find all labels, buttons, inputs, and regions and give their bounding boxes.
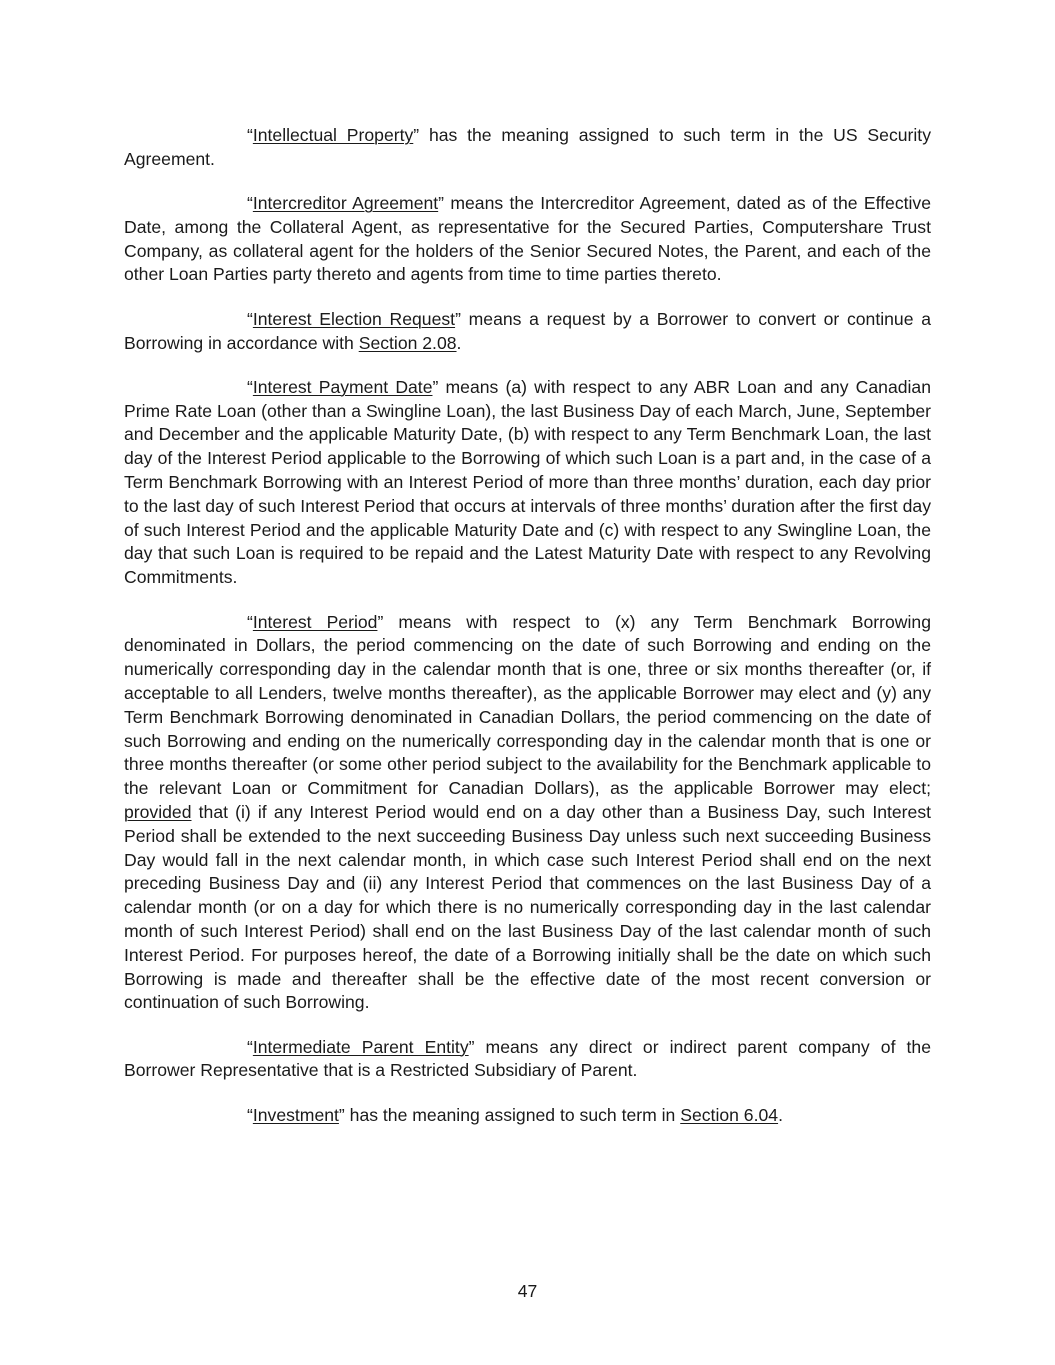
provided-emphasis: provided [124,801,192,822]
page-number: 47 [517,1281,538,1301]
close-quote: ” [432,376,439,397]
defined-term: Interest Election Request [252,308,456,329]
definition-text: means with respect to (x) any Term Benchmark Borrowing denominated in Dollars, the period commencing on the date of such Borrowing and ending on the numerically corresponding day in the calendar month that is one, three or six months thereafter (or, if acceptable to all Lenders, twelve months thereafter), as the applicable Borrower may elect and (y) any Term Benchmark Borrowing denominated in Canadian Dollars, the period commencing on the date of such Borrowing and ending on the numerically corresponding day in the calendar month that is one or three months thereafter (or some other period subject to the availability for the Benchmark applicable to the relevant Loan or Commitment for Canadian Dollars), as the applicable Borrower may elect; [124,611,931,799]
definition-interest-payment-date [124,376,931,590]
defined-term: Investment [252,1104,339,1125]
open-quote: “ [247,1104,253,1125]
definition-tail: that (i) if any Interest Period would end on a day other than a Business Day, such Interest Period shall be extended to the next succeeding Business Day unless such next succeeding Business Day would fall in the next calendar month, in which case such Interest Period shall end on the next preceding Business Day and (ii) any Interest Period that commences on the last Business Day of a calendar month (or on a day for which there is no numerically corresponding day in the last calendar month of such Interest Period) shall end on the last Business Day of the last calendar month of such Interest Period. For purposes hereof, the date of a Borrowing initially shall be the date on which such Borrowing is made and thereafter shall be the effective date of the most recent conversion or continuation of such Borrowing. [124,801,931,1013]
close-quote: ” [438,193,445,214]
open-quote: “ [247,193,253,214]
close-quote: ” [338,1104,345,1125]
definition-text: has the meaning assigned to such term in the US Security Agreement. [124,125,931,169]
definition-investment [124,1104,931,1128]
open-quote: “ [247,611,253,632]
definition-interest-election-request [124,308,931,356]
open-quote: “ [247,376,253,397]
open-quote: “ [247,125,253,145]
definition-intermediate-parent-entity [124,1036,931,1084]
definition-interest-period [124,611,931,1016]
close-quote: ” [455,308,461,329]
defined-term: Intellectual Property [252,125,414,145]
definition-text: has the meaning assigned to such term in [344,1104,681,1125]
close-quote: ” [377,611,384,632]
definition-text: means a request by a Borrower to convert or continue a Borrowing in accordance with [124,308,931,353]
defined-term: Intermediate Parent Entity [252,1036,469,1057]
definition-tail: . [778,1104,783,1125]
definition-text: means the Intercreditor Agreement, dated as of the Effective Date, among the Collateral Agent, as representative for the Secured Parties, Computershare Trust Company, as collateral agent for the holders of the Senior Secured Notes, the Parent, and each of the other Loan Parties party thereto and agents from time to time parties thereto. [124,193,931,285]
open-quote: “ [247,308,253,329]
open-quote: “ [247,1036,253,1057]
definition-tail: . [456,332,462,353]
definition-text: means (a) with respect to any ABR Loan and any Canadian Prime Rate Loan (other than a Swingline Loan), the last Business Day of each March, June, September and December and the applicable Maturity Date, (b) with respect to any Term Benchmark Loan, the last day of the Interest Period applicable to the Borrowing of which such Loan is a part and, in the case of a Term Benchmark Borrowing with an Interest Period of more than three months’ duration, each day prior to the last day of such Interest Period that occurs at intervals of three months’ duration after the first day of such Interest Period and the applicable Maturity Date and (c) with respect to any Swingline Loan, the day that such Loan is required to be repaid and the Latest Maturity Date with respect to any Revolving Commitments. [124,376,931,588]
defined-term: Interest Payment Date [252,376,433,397]
document-page [124,124,931,1127]
definition-intellectual-property [124,124,931,172]
close-quote: ” [468,1036,475,1057]
section-reference: Section 6.04 [680,1104,779,1125]
defined-term: Intercreditor Agreement [252,193,439,214]
definition-text: means any direct or indirect parent company of the Borrower Representative that is a Restricted Subsidiary of Parent. [124,1036,931,1081]
defined-term: Interest Period [252,611,378,632]
section-reference: Section 2.08 [358,332,457,353]
definition-intercreditor-agreement [124,192,931,287]
close-quote: ” [413,125,420,145]
